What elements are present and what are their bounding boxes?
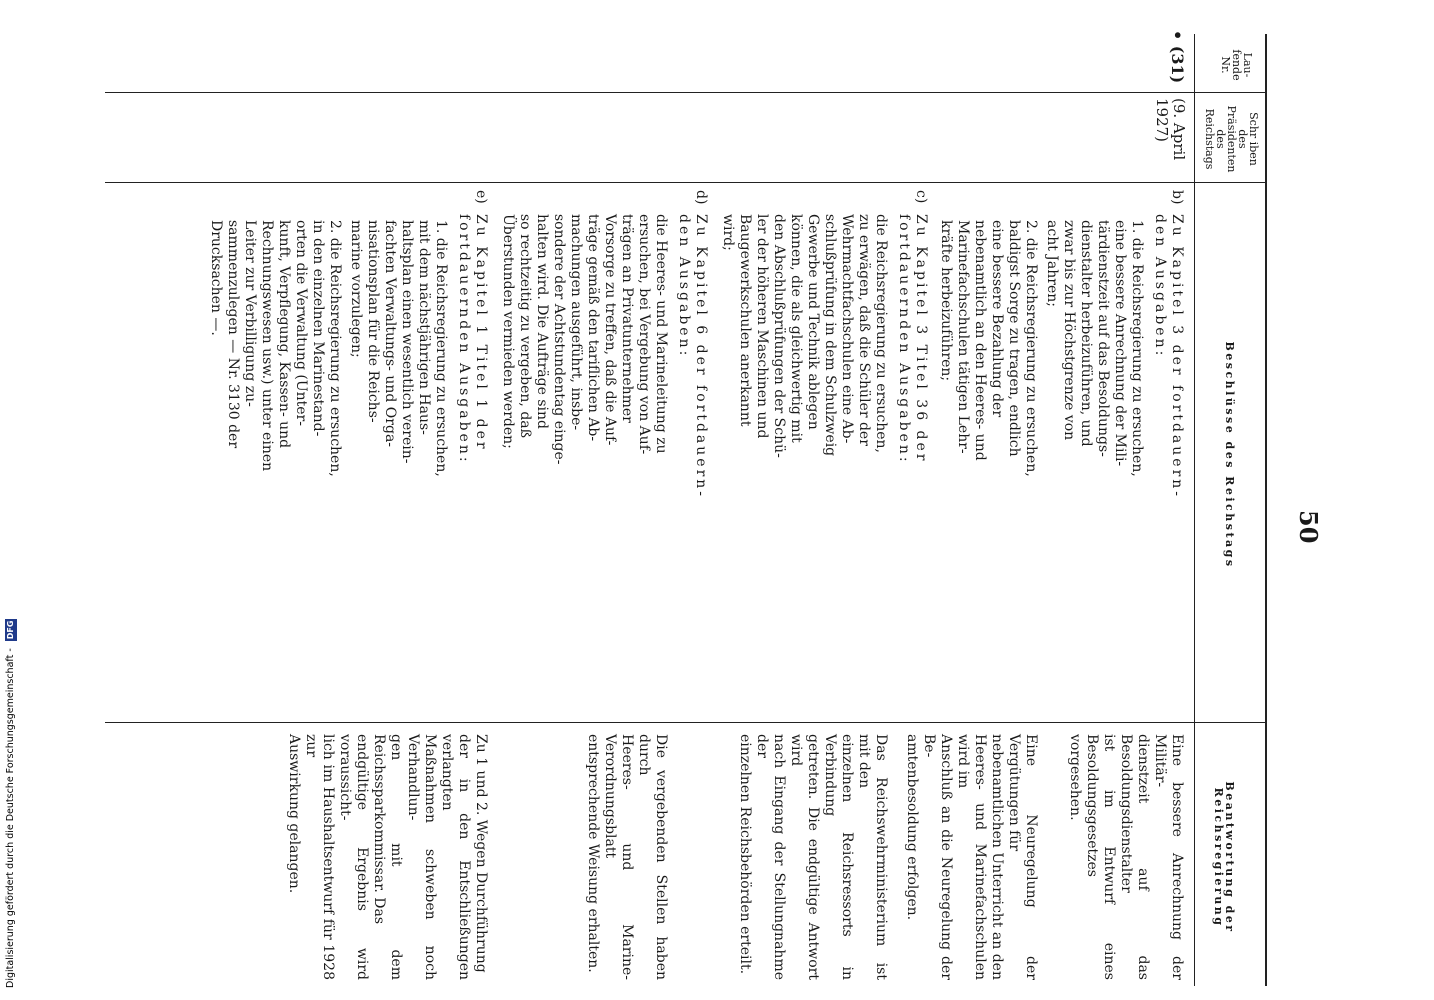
label-d: d) (693, 190, 709, 205)
header-running-number: Lau- fende Nr. (1219, 49, 1254, 81)
entry-marker: • (31) (1168, 30, 1187, 84)
text-c: die Reichsregierung zu ersuchen, zu erwägen, daß die Schüler der Wehrmachtfachschulen eine Ab- schlußprüfung in dem Schulzweig Gewerbe und Technik ablegen können, die als gleichwertig mit den Abschlußprüfungen der Schü- ler der höheren Maschinen und Baugewerkschulen anerkannt wird; (720, 214, 889, 458)
rotated-page (35, 30, 1335, 990)
entry-date: (9. April 1927) (1153, 98, 1188, 161)
heading-b: Zu Kapitel 3 der fortdauern- den Ausgaben: (1152, 214, 1185, 500)
column-rule-1 (105, 92, 1267, 93)
text-d: die Heeres- und Marineleitung zu ersuchen, bei Vergebung von Auf- trägen an Privatunternehmer Vorsorge zu treffen, daß die Auf- träge gemäß den tariflichen Ab- machungen ausgeführt, insbe- sondere der Achtstundentag einge- halten wird. Die Aufträge sind so rechtzeitig zu vergeben, daß Überstunden vermieden werden; (500, 214, 669, 465)
text-b-item-1: 1. die Reichsregierung zu ersuchen, eine bessere Anrechnung der Mili- tärdienstzeit auf das Besoldungs- dienstalter herbeizuführen, und zwar bis zur Höchstgrenze von acht Jahren; (1044, 220, 1145, 477)
text-b-item-2: 2. die Reichsregierung zu ersuchen, baldigst Sorge zu tragen, endlich eine bessere Bezahlung der nebenamtlich an den Heeres- und Marinefachschulen tätigen Lehr- kräfte herbeizuführen; (938, 220, 1039, 477)
column-rule-3 (105, 722, 1267, 723)
label-e: e) (473, 190, 489, 204)
reply-c: Das Reichswehrministerium ist mit den einzelnen Reichsressorts in Verbindung getreten. Die endgültige Antwort wird nach Eingang der Stellungnahme der einzelnen Reichsbehörden erteilt. (737, 734, 889, 980)
reply-b2: Eine Neuregelung der Vergütungen für nebenamtlichen Unterricht an den Heeres- und Marinefachschulen wird im Anschluß an die Neuregelung der Be- amtenbesoldung erfolgen. (904, 734, 1039, 980)
reply-e: Zu 1 und 2. Wegen Durchführung der in den Entschließungen verlangten Maßnahmen schweben noch Verhandlun- gen mit dem Reichssparkommissar. Das endgültige Ergebnis wird voraussicht- lich im Haushaltsentwurf für 1928 zur Auswirkung gelangen. (286, 734, 489, 980)
header-reply: Beantwortung der Reichsregierung (1212, 781, 1236, 934)
dfg-logo: DFG (6, 620, 15, 640)
reply-b1: Eine bessere Anrechnung der Militär- dienstzeit auf das Besoldungsdienstalter ist im Entwurf eines Besoldungsgesetzes vorgesehen. (1067, 734, 1185, 980)
heading-c: Zu Kapitel 3 Titel 36 der fortdauernden Ausgaben: (896, 214, 929, 465)
label-c: c) (913, 190, 929, 204)
digitization-footer (2, 0, 20, 1000)
text-e-item-1: 1. die Reichsregierung zu ersuchen, mit dem nächstjährigen Haus- haltsplan einen wesentlich verein- fachten Verwaltungs- und Orga- nisationsplan für die Reichs- marine vorzulegen; (348, 220, 449, 477)
label-b: b) (1169, 190, 1185, 205)
footer-text: Digitalisierung gefördert durch die Deutsche Forschungsgemeinschaft - (5, 648, 16, 988)
header-letter-date: Schr iben des Präsidenten des Reichstags (1203, 105, 1260, 173)
page-number: 50 (1294, 510, 1323, 544)
top-rule (1265, 34, 1267, 986)
header-rule (1194, 34, 1195, 986)
heading-d: Zu Kapitel 6 der fortdauern- den Ausgaben: (676, 214, 709, 500)
reply-d: Die vergebenden Stellen haben durch Heeres- und Marine-Verordnungsblatt entsprechende Weisung erhalten. (585, 734, 669, 980)
heading-e: Zu Kapitel 1 Titel 1 der fortdauernden Ausgaben: (456, 214, 489, 465)
text-e-item-2: 2. die Reichsregierung zu ersuchen, in den einzelnen Marinestand- orten die Verwaltung (Unter- kunft, Verpflegung, Kassen- und Rechnungswesen usw.) unter einen Leiter zur Verbilligung zu- sammenzulegen — Nr. 3130 der Drucksachen —. (208, 220, 343, 477)
header-resolutions: Beschlüsse des Reichstags (1223, 341, 1236, 569)
column-rule-2 (105, 182, 1267, 183)
